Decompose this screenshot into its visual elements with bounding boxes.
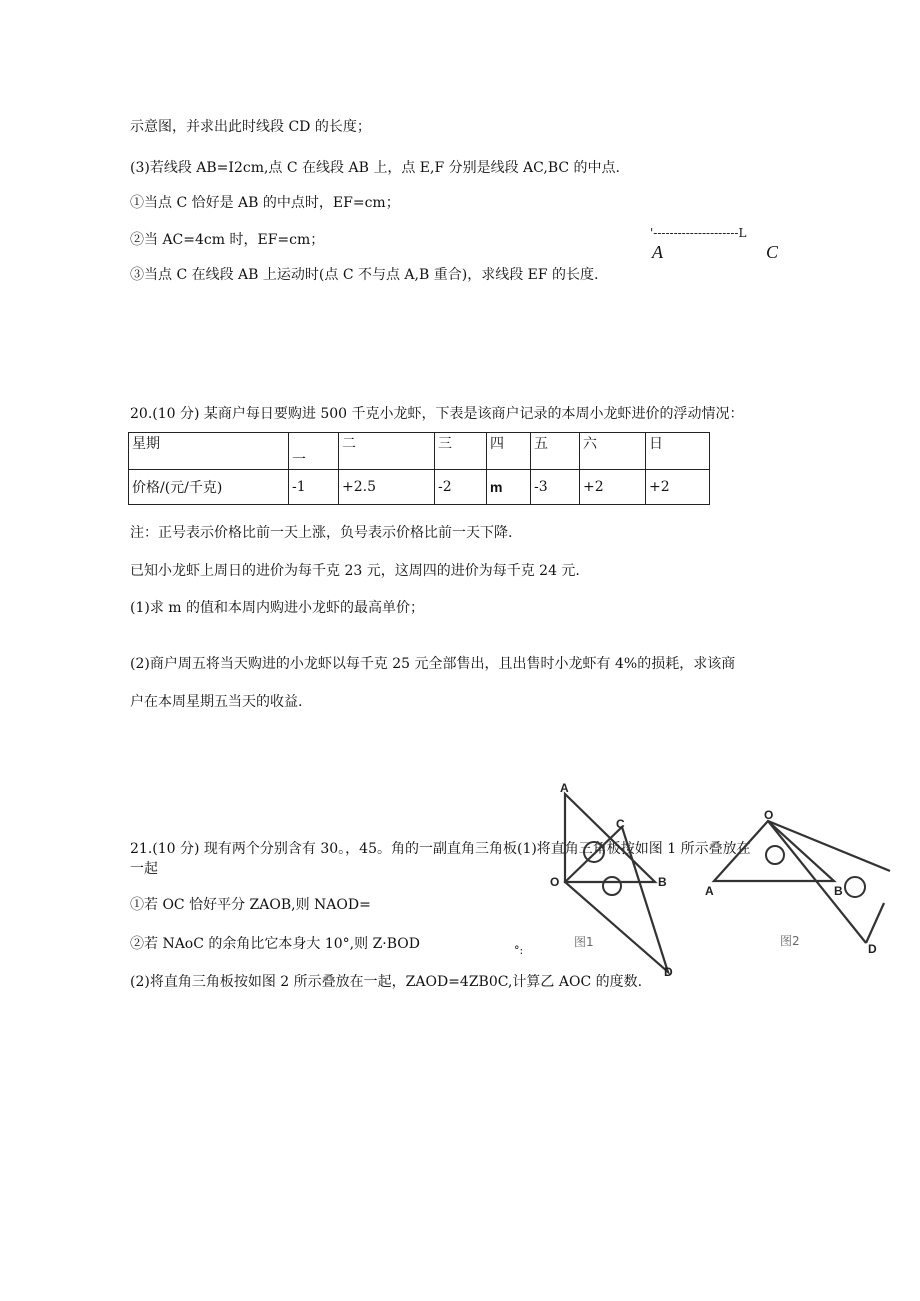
- q20-part-2-b: 户在本周星期五当天的收益.: [130, 694, 303, 710]
- table-cell: 一: [289, 433, 339, 470]
- q20-note: 注：正号表示价格比前一天上涨，负号表示价格比前一天下降.: [130, 525, 513, 541]
- table-cell: 六: [580, 433, 646, 470]
- table-cell: 四: [487, 433, 531, 470]
- segment-label-c: C: [766, 242, 779, 262]
- triangle-edge: [866, 903, 884, 943]
- triangle-hole: [584, 842, 604, 862]
- table-cell: 价格/(元/千克): [129, 470, 289, 505]
- fig1-label-c: C: [616, 817, 625, 831]
- table-cell: -1: [289, 470, 339, 505]
- table-cell: 星期: [129, 433, 289, 470]
- table-cell: 二: [339, 433, 435, 470]
- triangle-edge: [768, 821, 890, 871]
- table-cell: +2: [646, 470, 710, 505]
- price-table: [128, 432, 710, 505]
- q21-sub-2: ②若 NAoC 的余角比它本身大 10°,则 Z·BOD: [130, 936, 420, 952]
- table-cell: -3: [531, 470, 580, 505]
- fig1-label-b: B: [658, 875, 667, 889]
- table-row: [129, 470, 710, 505]
- q21-title-b: 一起: [130, 861, 158, 877]
- fig2-label-a: A: [705, 884, 714, 898]
- fig1-label-a: A: [560, 781, 569, 795]
- table-header-row: [129, 433, 710, 470]
- q19-line-5: ③当点 C 在线段 AB 上运动时(点 C 不与点 A,B 重合)，求线段 EF 的长度.: [130, 267, 599, 283]
- table-cell: +2.5: [339, 470, 435, 505]
- q19-line-1: 示意图，并求出此时线段 CD 的长度；: [130, 119, 371, 135]
- fig1-label-d: D: [664, 965, 673, 979]
- fig2-caption: 图2: [780, 934, 800, 948]
- q21-title-a: 21.(10 分) 现有两个分别含有 30。，45。角的一副直角三角板(1)将直角三角板按如图 1 所示叠放在: [130, 841, 751, 857]
- segment-label-a: A: [652, 242, 663, 262]
- triangle-ocd: [565, 827, 668, 972]
- q19-line-2: (3)若线段 AB=I2cm,点 C 在线段 AB 上，点 E,F 分别是线段 AC,BC 的中点.: [130, 160, 620, 176]
- q20-part-2-a: (2)商户周五将当天购进的小龙虾以每千克 25 元全部售出，且出售时小龙虾有 4%的损耗，求该商: [130, 656, 736, 672]
- table-cell: +2: [580, 470, 646, 505]
- table-cell: 五: [531, 433, 580, 470]
- fig2-label-b: B: [834, 884, 843, 898]
- table-cell: 日: [646, 433, 710, 470]
- q21-part-2: (2)将直角三角板按如图 2 所示叠放在一起，ZAOD=4ZB0C,计算乙 AOC 的度数.: [130, 974, 643, 990]
- q20-part-1: (1)求 m 的值和本周内购进小龙虾的最高单价；: [130, 600, 425, 616]
- table-cell: m: [487, 470, 531, 505]
- q20-title: 20.(10 分) 某商户每日要购进 500 千克小龙虾，下表是该商户记录的本周小龙虾进价的浮动情况：: [130, 406, 744, 422]
- q19-line-4: ②当 AC=4cm 时，EF=cm；: [130, 232, 325, 248]
- q20-known: 已知小龙虾上周日的进价为每千克 23 元，这周四的进价为每千克 24 元.: [130, 563, 580, 579]
- stray-mark: °:: [514, 944, 524, 957]
- triangle-hole: [766, 846, 784, 864]
- fig2-label-d: D: [868, 942, 877, 956]
- fig1-caption: 图1: [574, 935, 594, 949]
- q19-line-3: ①当点 C 恰好是 AB 的中点时，EF=cm；: [130, 195, 400, 211]
- triangle-hole: [603, 877, 621, 895]
- fig1-label-o: O: [550, 875, 560, 889]
- table-cell: 三: [435, 433, 487, 470]
- q21-sub-1: ①若 OC 恰好平分 ZAOB,则 NAOD=: [130, 897, 371, 913]
- figure-1: [530, 780, 710, 980]
- table-cell: -2: [435, 470, 487, 505]
- segment-ac-line: '---------------------L: [650, 226, 747, 240]
- figure-2: [700, 805, 900, 965]
- fig2-label-o: O: [764, 808, 774, 822]
- triangle-hole: [845, 877, 865, 897]
